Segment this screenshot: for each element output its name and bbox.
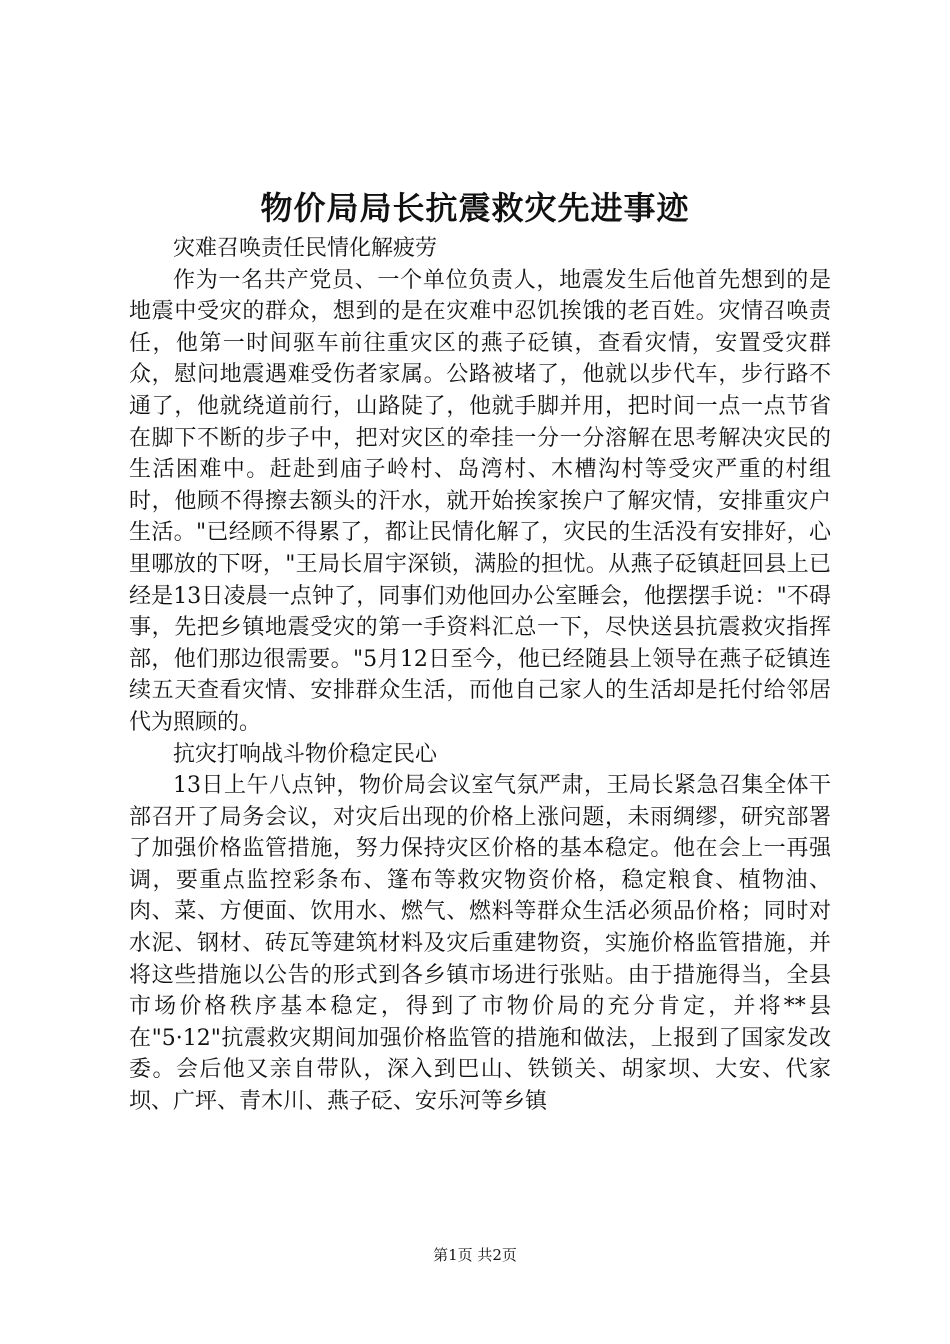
section-heading-2: 抗灾打响战斗物价稳定民心 bbox=[173, 741, 438, 767]
page-footer: 第1页 共2页 bbox=[433, 1246, 517, 1264]
body-paragraph-2: 13日上午八点钟，物价局会议室气氛严肃，王局长紧急召集全体干部召开了局务会议，对灾后出现的价格上涨问题，未雨绸缪，研究部署了加强价格监管措施，努力保持灾区价格的基本稳定。他在会上一再强调，要重点监控彩条布、篷布等救灾物资价格，稳定粮食、植物油、肉、菜、方便面、饮用水、燃气、燃料等群众生活必须品价格；同时对水泥、钢材、砖瓦等建筑材料及灾后重建物资，实施价格监管措施，并将这些措施以公告的形式到各乡镇市场进行张贴。由于措施得当，全县市场价格秩序基本稳定，得到了市物价局的充分肯定，并将**县在"5·12"抗震救灾期间加强价格监管的措施和做法，上报到了国家发改委。会后他又亲自带队，深入到巴山、铁锁关、胡家坝、大安、代家坝、广坪、青木川、燕子砭、安乐河等乡镇 bbox=[129, 773, 831, 1115]
document-title: 物价局局长抗震救灾先进事迹 bbox=[260, 189, 690, 227]
document-body bbox=[129, 233, 831, 1118]
section-heading-1: 灾难召唤责任民情化解疲劳 bbox=[173, 236, 438, 261]
body-paragraph-1: 作为一名共产党员、一个单位负责人，地震发生后他首先想到的是地震中受灾的群众，想到的是在灾难中忍饥挨饿的老百姓。灾情召唤责任，他第一时间驱车前往重灾区的燕子砭镇，查看灾情，安置受灾群众，慰问地震遇难受伤者家属。公路被堵了，他就以步代车，步行路不通了，他就绕道前行，山路陡了，他就手脚并用，把时间一点一点节省在脚下不断的步子中，把对灾区的牵挂一分一分溶解在思考解决灾民的生活困难中。赶赴到庙子岭村、岛湾村、木槽沟村等受灾严重的村组时，他顾不得擦去额头的汗水，就开始挨家挨户了解灾情，安排重灾户生活。"已经顾不得累了，都让民情化解了，灾民的生活没有安排好，心里哪放的下呀，"王局长眉宇深锁，满脸的担忧。从燕子砭镇赶回县上已经是13日凌晨一点钟了，同事们劝他回办公室睡会，他摆摆手说："不碍事，先把乡镇地震受灾的第一手资料汇总一下，尽快送县抗震救灾指挥部，他们那边很需要。"5月12日至今，他已经随县上领导在燕子砭镇连续五天查看灾情、安排群众生活，而他自己家人的生活却是托付给邻居代为照顾的。 bbox=[129, 267, 831, 735]
